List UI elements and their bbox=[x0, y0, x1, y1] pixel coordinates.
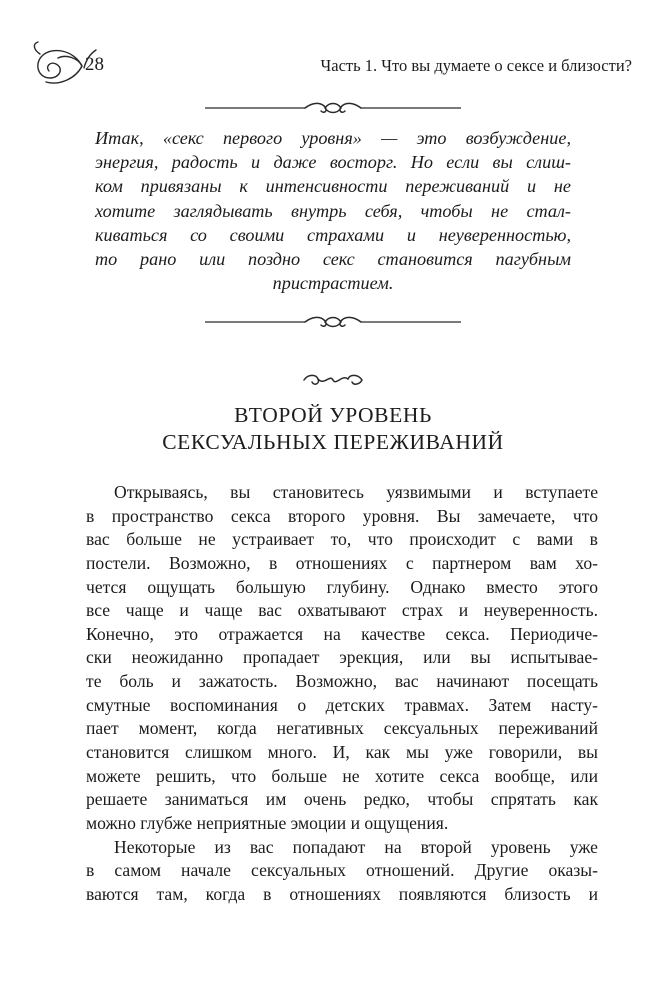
paragraph-line: смутные воспоминания о детских травмах. Затем насту- bbox=[86, 694, 598, 715]
paragraph-line: пает момент, когда негативных сексуальных переживаний bbox=[86, 718, 598, 739]
pull-quote-line: то рано или поздно секс становится пагубным bbox=[95, 248, 571, 269]
pull-quote-line: Итак, «секс первого уровня» — это возбуждение, bbox=[95, 128, 571, 148]
paragraph-line: можете решить, что больше не хотите секса вообще, или bbox=[86, 765, 598, 786]
paragraph-line: вас больше не устраивает то, что происходит с вами в bbox=[86, 529, 598, 550]
pull-quote-line: энергия, радость и даже восторг. Но если вы слиш- bbox=[95, 152, 571, 173]
paragraph-line: Некоторые из вас попадают на второй уровень уже bbox=[114, 836, 598, 857]
paragraph-line: постели. Возможно, в отношениях с партнером вам хо- bbox=[86, 552, 598, 573]
paragraph-line: те боль и зажатость. Возможно, вас начинают посещать bbox=[86, 671, 598, 692]
paragraph-line: все чаще и чаще вас охватывают страх и неуверенность. bbox=[86, 600, 598, 621]
pull-quote-line: ком привязаны к интенсивности переживаний и не bbox=[95, 176, 571, 197]
section-title-line: ВТОРОЙ УРОВЕНЬ bbox=[234, 403, 432, 427]
pull-quote bbox=[95, 126, 571, 295]
pull-quote-line: пристрастием. bbox=[272, 273, 394, 294]
paragraph-line: Конечно, это отражается на качестве секса. Периодиче- bbox=[86, 623, 598, 644]
paragraph-line: решаете заниматься им очень редко, чтобы спрятать как bbox=[86, 789, 598, 810]
section-title-line: СЕКСУАЛЬНЫХ ПЕРЕЖИВАНИЙ bbox=[162, 430, 504, 454]
body-text bbox=[86, 481, 598, 907]
paragraph-line: Открываясь, вы становитесь уязвимыми и вступаете bbox=[114, 482, 598, 502]
pull-quote-line: хотите заглядывать внутрь себя, чтобы не стал- bbox=[95, 200, 571, 221]
paragraph-line: можно глубже неприятные эмоции и ощущения. bbox=[86, 812, 449, 833]
paragraph-line: чется ощущать большую глубину. Однако вместо этого bbox=[86, 576, 598, 597]
running-head: Часть 1. Что вы думаете о сексе и близости? bbox=[320, 56, 632, 75]
paragraph-line: в пространство секса второго уровня. Вы замечаете, что bbox=[86, 505, 598, 526]
paragraph-line: ваются там, когда в отношениях появляются близость и bbox=[86, 883, 598, 904]
page-header bbox=[30, 40, 636, 90]
paragraph-line: ски неожиданно пропадает эрекция, или вы испытывае- bbox=[86, 647, 598, 668]
page-number: 28 bbox=[85, 54, 104, 75]
divider-flourish-icon bbox=[205, 98, 461, 118]
section-flourish-icon bbox=[300, 368, 366, 390]
pull-quote-line: киваться со своими страхами и неуверенностью, bbox=[95, 224, 571, 245]
paragraph-line: в самом начале сексуальных отношений. Другие оказы- bbox=[86, 860, 598, 881]
section-title bbox=[60, 402, 606, 456]
paragraph-line: становится слишком много. И, как мы уже говорили, вы bbox=[86, 742, 598, 763]
divider-flourish-icon bbox=[205, 312, 461, 332]
